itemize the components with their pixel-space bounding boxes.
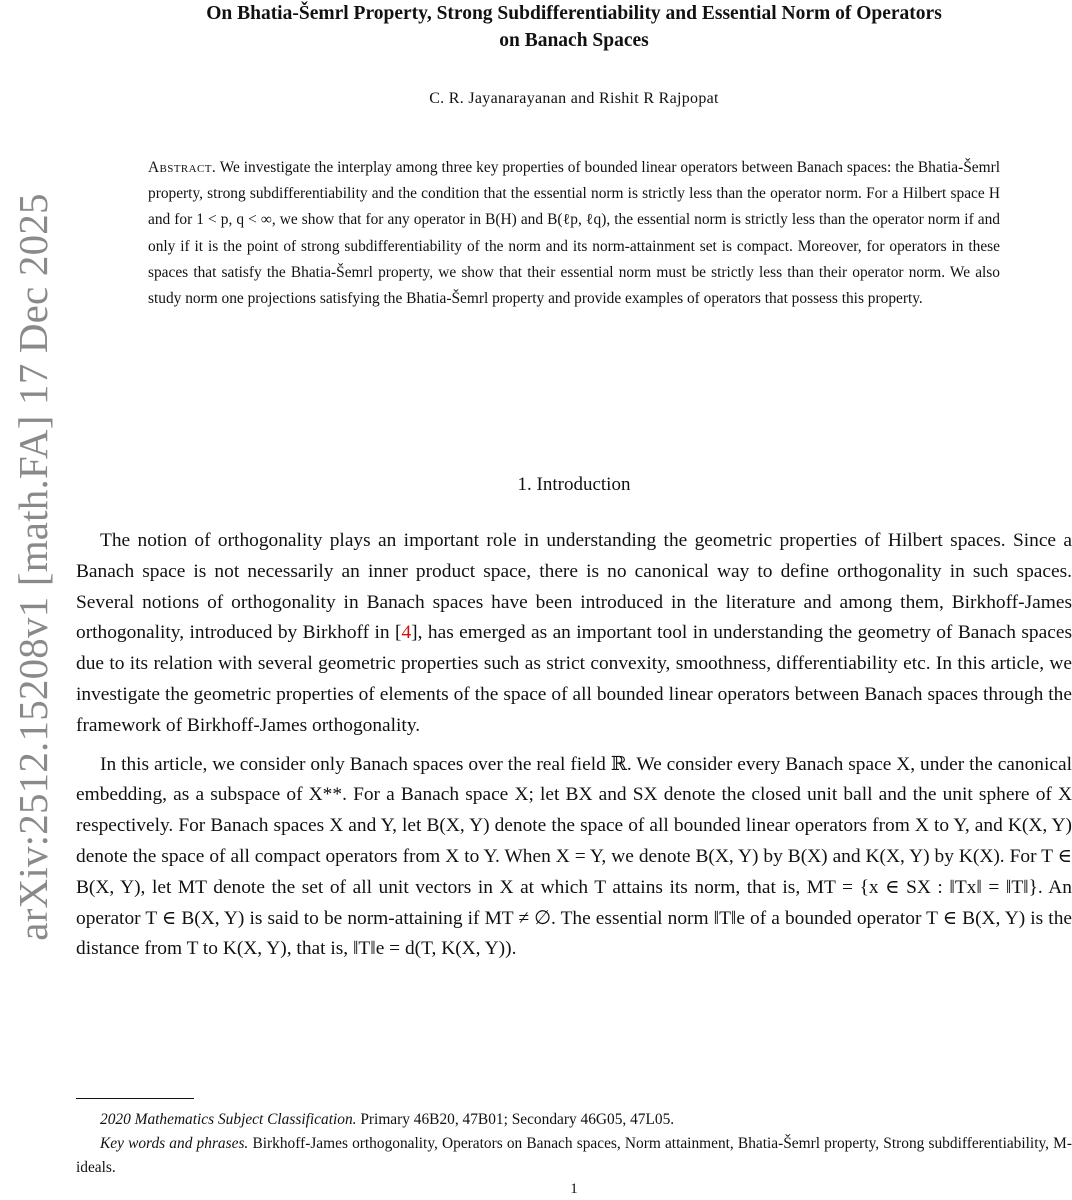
arxiv-sidebar-stamp: arXiv:2512.15208v1 [math.FA] 17 Dec 2025	[10, 193, 56, 941]
authors: C. R. Jayanarayanan and Rishit R Rajpopat	[429, 90, 719, 107]
abstract-label: Abstract.	[148, 159, 217, 176]
section-heading: 1. Introduction	[517, 474, 631, 495]
msc-label: 2020 Mathematics Subject Classification.	[100, 1111, 357, 1128]
footnote-divider	[76, 1098, 194, 1099]
msc-text: Primary 46B20, 47B01; Secondary 46G05, 47L05.	[360, 1111, 675, 1128]
page-number: 1	[570, 1181, 578, 1197]
body-text	[76, 526, 1072, 973]
keywords-label: Key words and phrases.	[100, 1135, 249, 1152]
paragraph-1-part-a: The notion of orthogonality plays an important role in understanding the geometric properties of Hilbert spaces. Since a Banach space is not necessarily an inner product space, there is no canonical way to define orthogonality in such spaces. Several notions of orthogonality in Banach spaces have been introduced in the literature and among them, Birkhoff-James orthogonality, introduced by Birkhoff in [	[76, 530, 1072, 644]
footnotes	[76, 1108, 1072, 1180]
abstract-text: We investigate the interplay among three key properties of bounded linear operators between Banach spaces: the Bhatia-Šemrl property, strong subdifferentiability and the condition that the essential norm is strictly less than the operator norm. For a Hilbert space H and for 1 < p, q < ∞, we show that for any operator in B(H) and B(ℓp, ℓq), the essential norm is strictly less than the operator norm if and only if it is the point of strong subdifferentiability of the norm and its norm-attainment set is compact. Moreover, for operators in these spaces that satisfy the Bhatia-Šemrl property, we show that their essential norm must be strictly less than their operator norm. We also study norm one projections satisfying the Bhatia-Šemrl property and provide examples of operators that possess this property.	[148, 159, 1000, 308]
title-line-2: on Banach Spaces	[499, 30, 649, 51]
abstract	[148, 155, 1000, 312]
keywords-text: Birkhoff-James orthogonality, Operators on Banach spaces, Norm attainment, Bhatia-Šemrl property, Strong subdifferentiability, M-ideals.	[76, 1135, 1072, 1176]
paper-title	[76, 0, 1072, 54]
title-line-1: On Bhatia-Šemrl Property, Strong Subdifferentiability and Essential Norm of Operators	[206, 3, 942, 24]
paragraph-1-part-b: ], has emerged as an important tool in understanding the geometry of Banach spaces due to its relation with several geometric properties such as strict convexity, smoothness, differentiability etc. In this article, we investigate the geometric properties of elements of the space of all bounded linear operators between Banach spaces through the framework of Birkhoff-James orthogonality.	[76, 622, 1072, 736]
paragraph-2: In this article, we consider only Banach spaces over the real field ℝ. We consider every Banach space X, under the canonical embedding, as a subspace of X**. For a Banach space X; let BX and SX denote the closed unit ball and the unit sphere of X respectively. For Banach spaces X and Y, let B(X, Y) denote the space of all bounded linear operators from X to Y, and K(X, Y) denote the space of all compact operators from X to Y. When X = Y, we denote B(X, Y) by B(X) and K(X, Y) by K(X). For T ∈ B(X, Y), let MT denote the set of all unit vectors in X at which T attains its norm, that is, MT = {x ∈ SX : ‖Tx‖ = ‖T‖}. An operator T ∈ B(X, Y) is said to be norm-attaining if MT ≠ ∅. The essential norm ‖T‖e of a bounded operator T ∈ B(X, Y) is the distance from T to K(X, Y), that is, ‖T‖e = d(T, K(X, Y)).	[76, 753, 1072, 960]
paragraph	[76, 526, 1072, 742]
citation-link[interactable]: 4	[401, 622, 412, 644]
